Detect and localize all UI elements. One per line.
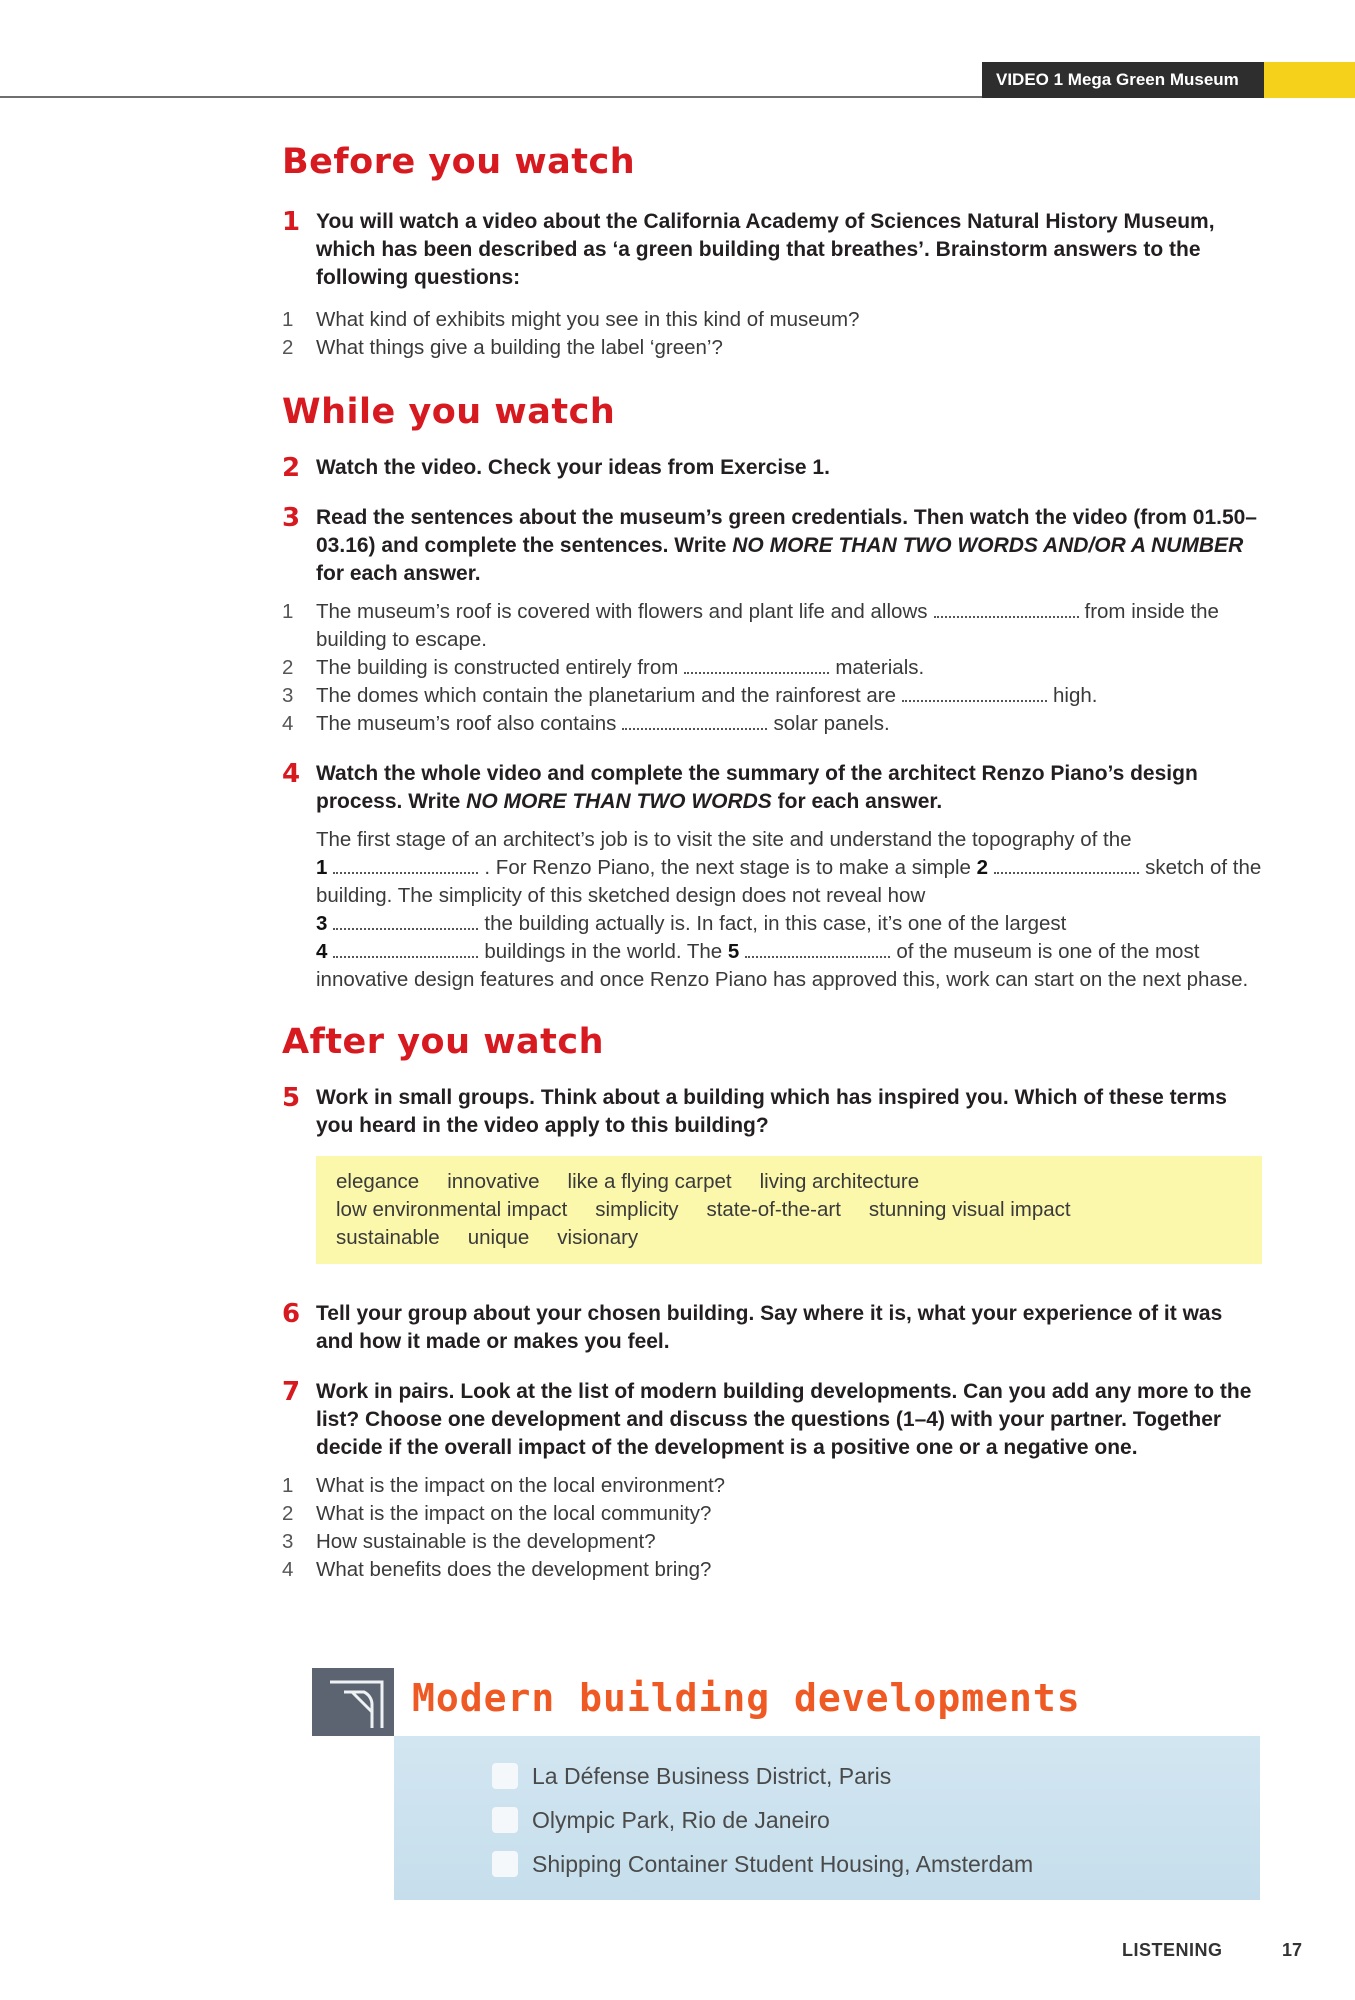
term: living architecture <box>759 1170 920 1193</box>
developments-list <box>492 1754 1033 1886</box>
footer-section-label: LISTENING <box>1122 1940 1223 1960</box>
page-number: 17 <box>1282 1940 1303 1960</box>
list-item: 2 The building is constructed entirely from materials. <box>282 656 925 679</box>
video-tag: VIDEO 1 Mega Green Museum <box>982 62 1264 98</box>
checkbox[interactable] <box>492 1851 518 1877</box>
list-item: Shipping Container Student Housing, Amsterdam <box>492 1842 1033 1886</box>
after-heading: After you watch <box>282 1022 605 1062</box>
answer-blank[interactable] <box>622 726 767 730</box>
answer-blank[interactable] <box>333 870 478 874</box>
term: sustainable <box>336 1226 440 1249</box>
while-heading: While you watch <box>282 392 616 432</box>
exercise-6 <box>282 1300 1262 1356</box>
term: innovative <box>447 1170 540 1193</box>
list-item: 3 The domes which contain the planetarium and the rainforest are high. <box>282 684 1098 707</box>
list-item: 4 The museum’s roof also contains solar panels. <box>282 712 890 735</box>
exercise-7 <box>282 1378 1262 1462</box>
list-item: 4 What benefits does the development bring? <box>282 1558 712 1581</box>
term: state-of-the-art <box>706 1198 841 1221</box>
terms-row <box>336 1224 1242 1252</box>
list-item: 2 What things give a building the label ‘green’? <box>282 336 723 359</box>
answer-blank[interactable] <box>934 614 1079 618</box>
checkbox[interactable] <box>492 1763 518 1789</box>
exercise-number: 5 <box>282 1083 301 1113</box>
building-icon <box>312 1668 394 1736</box>
checkbox[interactable] <box>492 1807 518 1833</box>
list-item: Olympic Park, Rio de Janeiro <box>492 1798 1033 1842</box>
exercise-3-sentences <box>282 598 1262 738</box>
term: elegance <box>336 1170 420 1193</box>
list-item: 2 What is the impact on the local community? <box>282 1502 712 1525</box>
term: visionary <box>557 1226 639 1249</box>
exercise-5 <box>282 1084 1262 1140</box>
list-item: La Défense Business District, Paris <box>492 1754 1033 1798</box>
term: low environmental impact <box>336 1198 568 1221</box>
terms-row <box>336 1196 1242 1224</box>
list-item: 1 The museum’s roof is covered with flowers and plant life and allows from inside the building to escape. <box>282 600 1219 651</box>
terms-box <box>316 1156 1262 1264</box>
term: like a flying carpet <box>567 1170 732 1193</box>
answer-blank[interactable] <box>994 870 1139 874</box>
terms-row <box>336 1168 1242 1196</box>
developments-panel <box>312 1668 1260 1900</box>
list-item: 3 How sustainable is the development? <box>282 1530 656 1553</box>
exercise-2 <box>282 454 1262 482</box>
exercise-instruction: Read the sentences about the museum’s green credentials. Then watch the video (from 01.50–03.16) and complete the sentences. Write NO MORE THAN TWO WORDS AND/OR A NUMBER for each answer. <box>316 506 1257 585</box>
exercise-1 <box>282 208 1262 292</box>
answer-blank[interactable] <box>684 670 829 674</box>
term: simplicity <box>595 1198 679 1221</box>
exercise-4 <box>282 760 1262 816</box>
exercise-1-questions <box>282 306 1262 362</box>
list-item: 1 What is the impact on the local environment? <box>282 1474 726 1497</box>
before-heading: Before you watch <box>282 142 636 182</box>
answer-blank[interactable] <box>902 698 1047 702</box>
answer-blank[interactable] <box>333 954 478 958</box>
video-tag-accent <box>1264 62 1355 98</box>
exercise-number: 7 <box>282 1377 301 1407</box>
term: unique <box>467 1226 530 1249</box>
exercise-number: 4 <box>282 759 301 789</box>
exercise-instruction: Watch the whole video and complete the summary of the architect Renzo Piano’s design process. Write NO MORE THAN TWO WORDS for each answer. <box>316 762 1198 813</box>
answer-blank[interactable] <box>333 926 478 930</box>
summary-text: The first stage of an architect’s job is to visit the site and understand the topography of the 1 . For Renzo Piano, the next stage is to make a simple 2 sketch of the building. The simplicity of this sketched design does not reveal how 3 the building actually is. In fact, in this case, it’s one of the largest 4 buildings in the world. The 5 of the museum is one of the most innovative design features and once Renzo Piano has approved this, work can start on the next phase. <box>316 828 1262 991</box>
exercise-instruction: Watch the video. Check your ideas from Exercise 1. <box>316 456 830 479</box>
exercise-number: 6 <box>282 1299 301 1329</box>
exercise-instruction: Tell your group about your chosen building. Say where it is, what your experience of it was and how it made or makes you feel. <box>316 1302 1223 1353</box>
exercise-number: 3 <box>282 503 301 533</box>
developments-list-panel <box>394 1736 1260 1900</box>
exercise-7-questions <box>282 1472 1262 1584</box>
list-item: 1 What kind of exhibits might you see in this kind of museum? <box>282 308 860 331</box>
exercise-number: 1 <box>282 207 301 237</box>
term: stunning visual impact <box>868 1198 1071 1221</box>
exercise-instruction: You will watch a video about the California Academy of Sciences Natural History Museum, which has been described as ‘a green building that breathes’. Brainstorm answers to the following questions: <box>316 210 1215 289</box>
exercise-3 <box>282 504 1262 588</box>
page-content <box>282 140 1262 1584</box>
exercise-number: 2 <box>282 453 301 483</box>
answer-blank[interactable] <box>745 954 890 958</box>
exercise-instruction: Work in small groups. Think about a building which has inspired you. Which of these terms you heard in the video apply to this building? <box>316 1086 1227 1137</box>
exercise-instruction: Work in pairs. Look at the list of modern building developments. Can you add any more to the list? Choose one development and discuss the questions (1–4) with your partner. Together decide if the overall impact of the development is a positive one or a negative one. <box>316 1380 1252 1459</box>
developments-title: Modern building developments <box>412 1676 1081 1720</box>
